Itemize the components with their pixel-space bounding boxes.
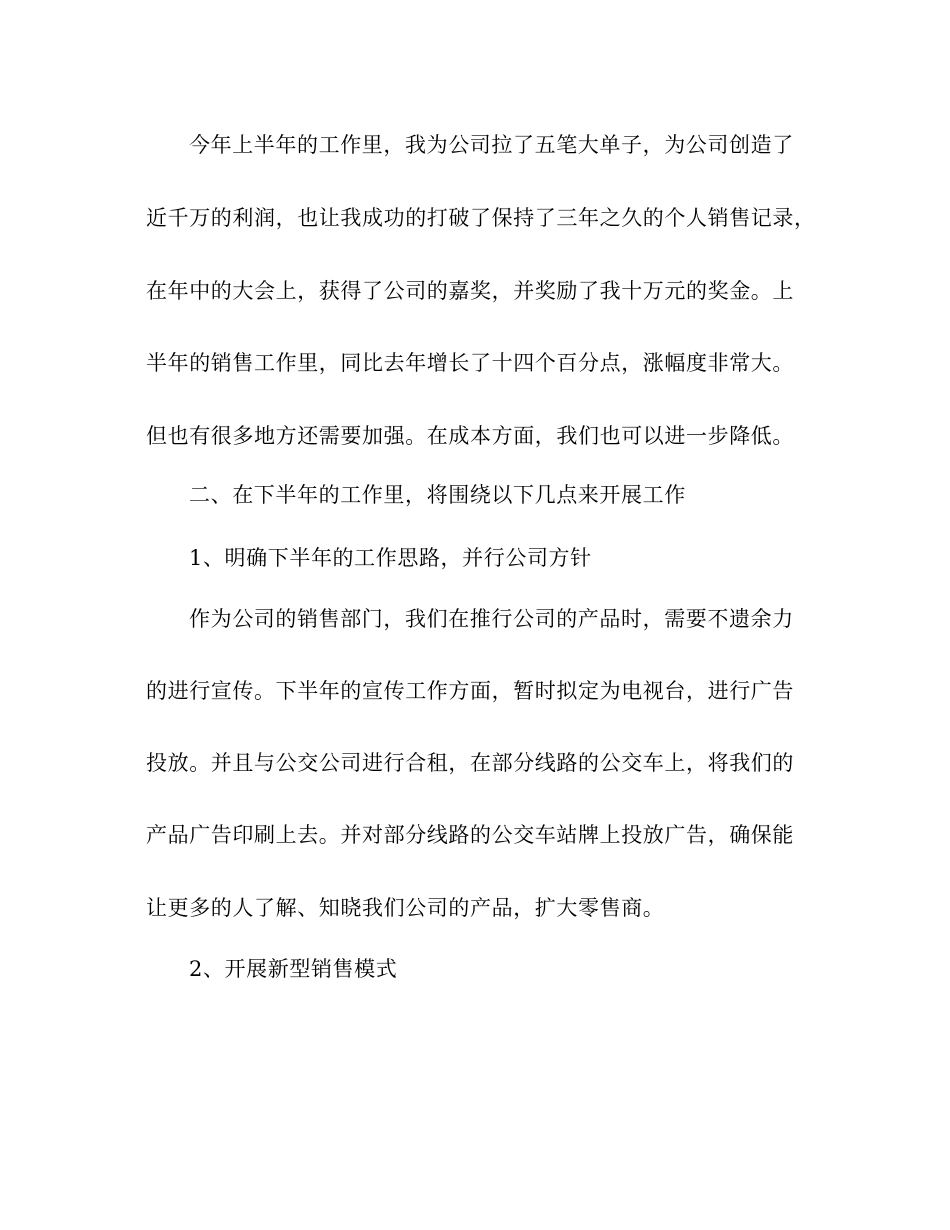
- paragraph-1-line-2: 近千万的利润，也让我成功的打破了保持了三年之久的个人销售记录，: [146, 206, 816, 230]
- paragraph-2-line-2: 的进行宣传。下半年的宣传工作方面，暂时拟定为电视台，进行广告: [146, 679, 794, 703]
- paragraph-1-line-1: 今年上半年的工作里，我为公司拉了五笔大单子，为公司创造了: [189, 133, 794, 157]
- paragraph-2-line-5: 让更多的人了解、知晓我们公司的产品，扩大零售商。: [146, 896, 665, 920]
- paragraph-2-line-1: 作为公司的销售部门，我们在推行公司的产品时，需要不遗余力: [189, 607, 794, 631]
- paragraph-1-line-4: 半年的销售工作里，同比去年增长了十四个百分点，涨幅度非常大。: [146, 351, 794, 375]
- paragraph-2-line-3: 投放。并且与公交公司进行合租，在部分线路的公交车上，将我们的: [146, 751, 794, 775]
- subheading-1: 1、明确下半年的工作思路，并行公司方针: [189, 546, 592, 570]
- paragraph-2-line-4: 产品广告印刷上去。并对部分线路的公交车站牌上投放广告，确保能: [146, 823, 794, 847]
- paragraph-1-line-5: 但也有很多地方还需要加强。在成本方面，我们也可以进一步降低。: [146, 424, 794, 448]
- subheading-2: 2、开展新型销售模式: [189, 957, 398, 981]
- paragraph-1-line-3: 在年中的大会上，获得了公司的嘉奖，并奖励了我十万元的奖金。上: [146, 279, 794, 303]
- section-heading-2: 二、在下半年的工作里，将围绕以下几点来开展工作: [189, 483, 686, 507]
